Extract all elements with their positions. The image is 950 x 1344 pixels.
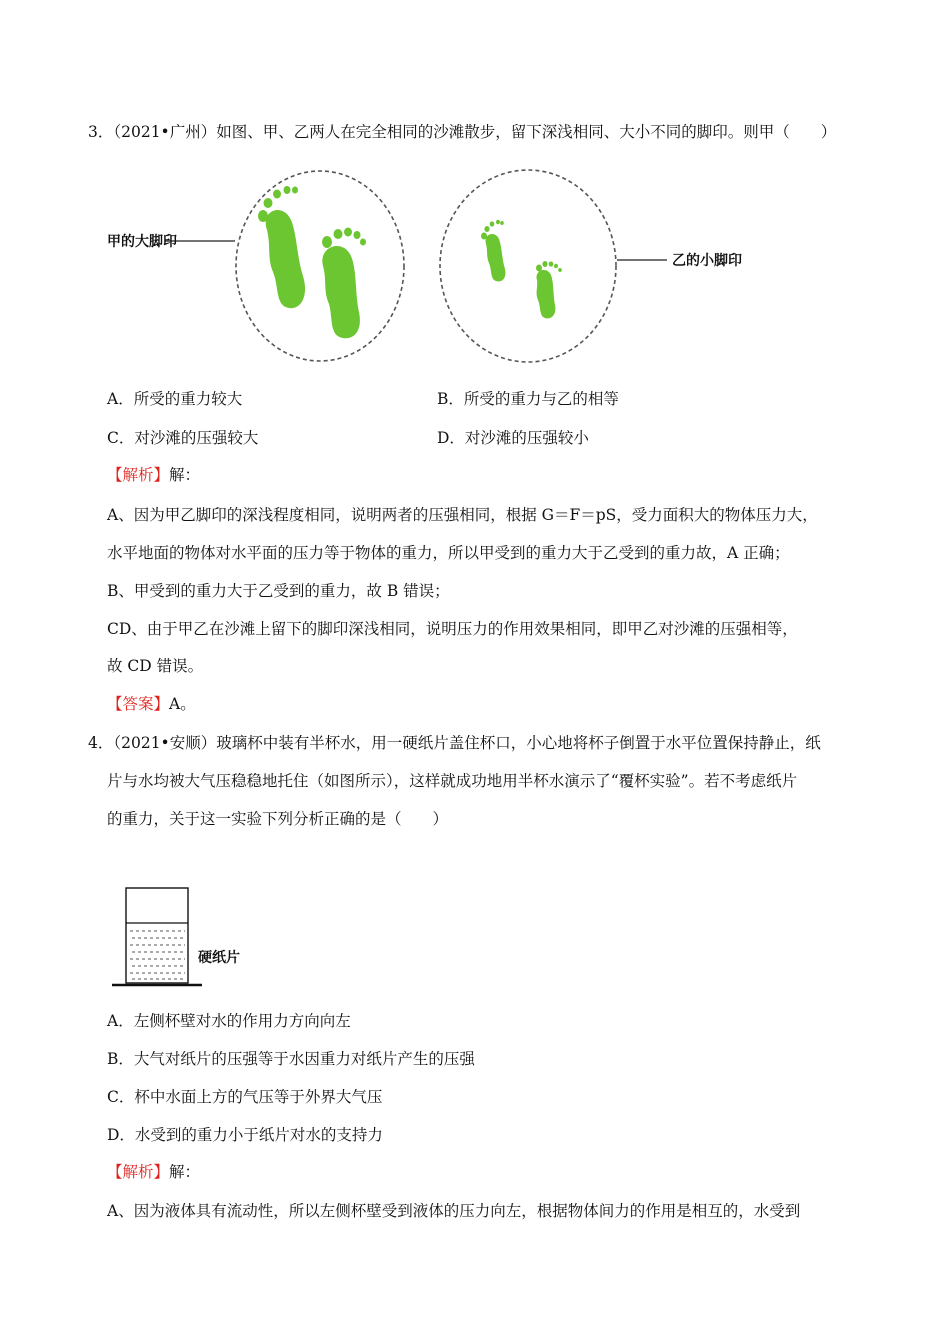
q4-option-c: C．杯中水面上方的气压等于外界大气压: [107, 1088, 383, 1106]
q3-option-b: B．所受的重力与乙的相等: [437, 390, 619, 408]
footprints-svg: [105, 168, 745, 373]
cardboard-label: 硬纸片: [198, 950, 240, 966]
answer-tag: 【答案】: [107, 695, 170, 713]
water-lines: [130, 931, 185, 979]
q3-analysis-line: A、因为甲乙脚印的深浅程度相同，说明两者的压强相同，根据 G＝F＝pS，受力面积大的物体压力大，: [107, 506, 818, 524]
q3-analysis-line: 故 CD 错误。: [107, 657, 204, 675]
cup-figure: [110, 885, 270, 995]
analysis-tag: 【解析】: [107, 466, 170, 484]
answer-value: A。: [169, 695, 196, 713]
q3-option-c: C．对沙滩的压强较大: [107, 429, 259, 447]
q3-option-a: A．所受的重力较大: [107, 390, 243, 408]
q3-analysis-line: CD、由于甲乙在沙滩上留下的脚印深浅相同，说明压力的作用效果相同，即甲乙对沙滩的压强相等，: [107, 620, 798, 638]
q3-analysis-line: 水平地面的物体对水平面的压力等于物体的重力，所以甲受到的重力大于乙受到的重力故，A 正确；: [107, 544, 790, 562]
right-dashed-circle: [440, 170, 616, 362]
footprints-figure: [105, 168, 745, 373]
cup-svg: [110, 885, 270, 995]
q3-stem: 3．（2021•广州）如图、甲、乙两人在完全相同的沙滩散步，留下深浅相同、大小不同的脚印。则甲（ ）: [88, 123, 837, 141]
analysis-after: 解：: [169, 1163, 201, 1181]
q4-option-b: B．大气对纸片的压强等于水因重力对纸片产生的压强: [107, 1050, 475, 1068]
left-dashed-circle: [236, 171, 404, 361]
q3-analysis-line: B、甲受到的重力大于乙受到的重力，故 B 错误；: [107, 582, 450, 600]
q4-stem-line: 的重力，关于这一实验下列分析正确的是（ ）: [107, 810, 449, 828]
q4-analysis-line: A、因为液体具有流动性，所以左侧杯壁受到液体的压力向左，根据物体间力的作用是相互的，水受到: [107, 1202, 801, 1220]
big-footprint-icon: [322, 228, 366, 339]
glass-cup: [126, 888, 188, 983]
q3-answer: [107, 694, 196, 714]
small-footprint-icon: [536, 261, 562, 318]
q4-option-a: A．左侧杯壁对水的作用力方向向左: [107, 1012, 351, 1030]
analysis-tag: 【解析】: [107, 1163, 170, 1181]
q3-analysis-heading: [107, 465, 200, 485]
q4-analysis-heading: [107, 1162, 200, 1182]
analysis-after: 解：: [169, 466, 201, 484]
small-footprint-icon: [481, 220, 505, 282]
small-footprint-label: 乙的小脚印: [672, 253, 742, 269]
q4-stem-line: 4．（2021•安顺）玻璃杯中装有半杯水，用一硬纸片盖住杯口，小心地将杯子倒置于水平位置保持静止，纸: [88, 734, 821, 752]
q3-option-d: D．对沙滩的压强较小: [437, 429, 589, 447]
q4-option-d: D．水受到的重力小于纸片对水的支持力: [107, 1126, 383, 1144]
big-footprint-icon: [258, 186, 305, 308]
q4-stem-line: 片与水均被大气压稳稳地托住（如图所示），这样就成功地用半杯水演示了“覆杯实验”。若不考虑纸片: [107, 772, 798, 790]
big-footprint-label: 甲的大脚印: [107, 234, 177, 250]
